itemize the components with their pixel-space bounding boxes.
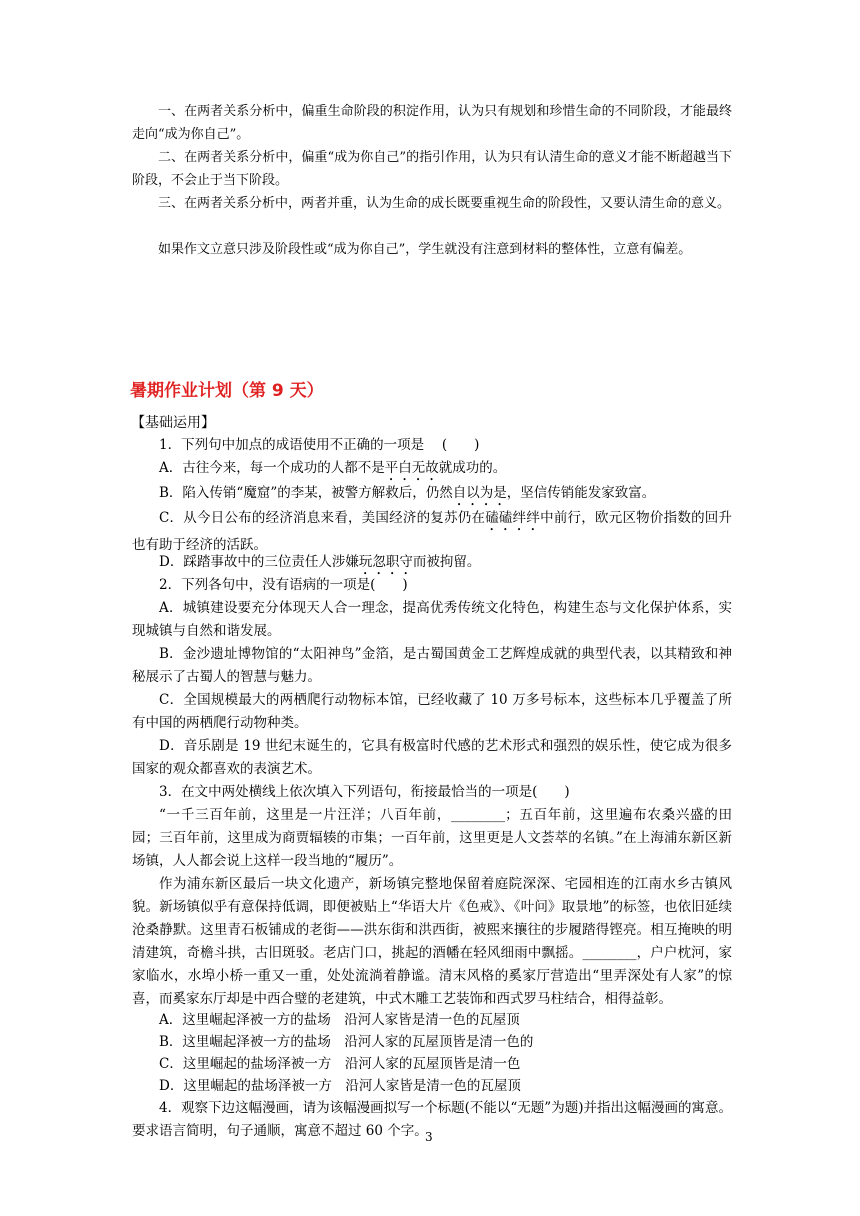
q1-c-text-post: 中前行，欧元区物价指数的回升也有助于经济的活跃。 xyxy=(132,510,733,553)
q3-stem: 3．在文中两处横线上依次填入下列语句，衔接最恰当的一项是( ) xyxy=(159,784,570,800)
q1-d-idiom: 玩忽职守 xyxy=(358,554,413,570)
q2-option-a: A．城镇建设要充分体现天人合一理念，提高优秀传统文化特色，构建生态与文化保护体系，实现城镇与自然和谐发展。 xyxy=(132,600,732,639)
note-3: 三、在两者关系分析中，两者并重，认为生命的成长既要重视生命的阶段性，又要认清生命的意义。 xyxy=(158,196,731,211)
q1-a-text-post: 就成功的。 xyxy=(438,460,507,476)
note-1: 一、在两者关系分析中，偏重生命阶段的积淀作用，认为只有规划和珍惜生命的不同阶段，才能最终走向“成为你自己”。 xyxy=(132,104,732,142)
page-heading: 暑期作业计划（第 9 天） xyxy=(130,381,324,401)
q3-passage-2: 作为浦东新区最后一块文化遗产，新场镇完整地保留着庭院深深、宅园相连的江南水乡古镇风貌。新场镇似乎有意保持低调，即便被贴上“华语大片《色戒》、《叶问》取景地”的标签，也依旧延续沧桑静默。这里青石板铺成的老街——洪东街和洪西街，被熙来攘往的步履踏得铿亮。相互掩映的明清建筑，奇檐斗拱，古旧斑驳。老店门口，挑起的酒幡在轻风细雨中飘摇。________，户户枕河，家家临水，水埠小桥一重又一重，处处流淌着静谧。清末风格的奚家厅营造出“里弄深处有人家”的惊喜，而奚家东厅却是中西合璧的老建筑，中式木雕工艺装饰和西式罗马柱结合，相得益彰。 xyxy=(132,876,732,1007)
q1-d-text-pre: D．踩踏事故中的三位责任人涉嫌 xyxy=(159,554,359,570)
q3-option-b: B．这里崛起泽被一方的盐场 沿河人家的瓦屋顶皆是清一色的 xyxy=(159,1034,534,1050)
q1-b-idiom: 自以为是 xyxy=(452,485,507,501)
note-4: 如果作文立意只涉及阶段性或“成为你自己”，学生就没有注意到材料的整体性，立意有偏差。 xyxy=(158,242,692,257)
q1-b-text-pre: B．陷入传销“魔窟”的李某，被警方解救后，仍然 xyxy=(159,485,453,501)
q1-option-c xyxy=(132,507,732,557)
q1-c-text-pre: C．从今日公布的经济消息来看，美国经济的复苏仍在 xyxy=(159,510,486,526)
q3-option-c: C．这里崛起的盐场泽被一方 沿河人家的瓦屋顶皆是清一色 xyxy=(159,1056,521,1072)
q1-a-idiom: 平白无故 xyxy=(384,460,439,476)
q3-option-a: A．这里崛起泽被一方的盐场 沿河人家皆是清一色的瓦屋顶 xyxy=(159,1012,520,1028)
page-number: 3 xyxy=(425,1130,433,1144)
q2-option-c: C．全国规模最大的两栖爬行动物标本馆，已经收藏了 10 万多号标本，这些标本几乎覆盖了所有中国的两栖爬行动物种类。 xyxy=(132,692,732,731)
q1-b-text-post: ，坚信传销能发家致富。 xyxy=(506,485,656,501)
note-2: 二、在两者关系分析中，偏重“成为你自己”的指引作用，认为只有认清生命的意义才能不断超越当下阶段，不会止于当下阶段。 xyxy=(132,150,732,188)
section-label: 【基础运用】 xyxy=(131,415,215,431)
q1-d-text-post: 而被拘留。 xyxy=(412,554,481,570)
q4-stem: 4．观察下边这幅漫画，请为该幅漫画拟写一个标题(不能以“无题”为题)并指出这幅漫画的寓意。要求语言简明，句子通顺，寓意不超过 60 个字。 xyxy=(132,1100,732,1139)
q2-option-b: B．金沙遗址博物馆的“太阳神鸟”金箔，是古蜀国黄金工艺辉煌成就的典型代表，以其精致和神秘展示了古蜀人的智慧与魅力。 xyxy=(132,646,732,685)
q1-stem: 1．下列句中加点的成语使用不正确的一项是 ( ) xyxy=(159,437,480,453)
q3-option-d: D．这里崛起的盐场泽被一方 沿河人家皆是清一色的瓦屋顶 xyxy=(159,1078,521,1094)
q1-a-text-pre: A．古往今来，每一个成功的人都不是 xyxy=(159,460,385,476)
q1-option-a xyxy=(132,457,732,484)
q2-stem: 2．下列各句中，没有语病的一项是( ) xyxy=(159,577,408,593)
q1-option-b xyxy=(132,482,732,509)
q3-passage-1: “一千三百年前，这里是一片汪洋；八百年前，________；五百年前，这里遍布农桑兴盛的田园；三百年前，这里成为商贾辐辏的市集；一百年前，这里更是人文荟萃的名镇。”在上海浦东新区新场镇，人人都会说上这样一段当地的“履历”。 xyxy=(132,807,732,869)
q1-c-idiom: 磕磕绊绊 xyxy=(485,510,541,526)
q2-option-d: D．音乐剧是 19 世纪末诞生的，它具有极富时代感的艺术形式和强烈的娱乐性，使它成为很多国家的观众都喜欢的表演艺术。 xyxy=(132,738,732,777)
